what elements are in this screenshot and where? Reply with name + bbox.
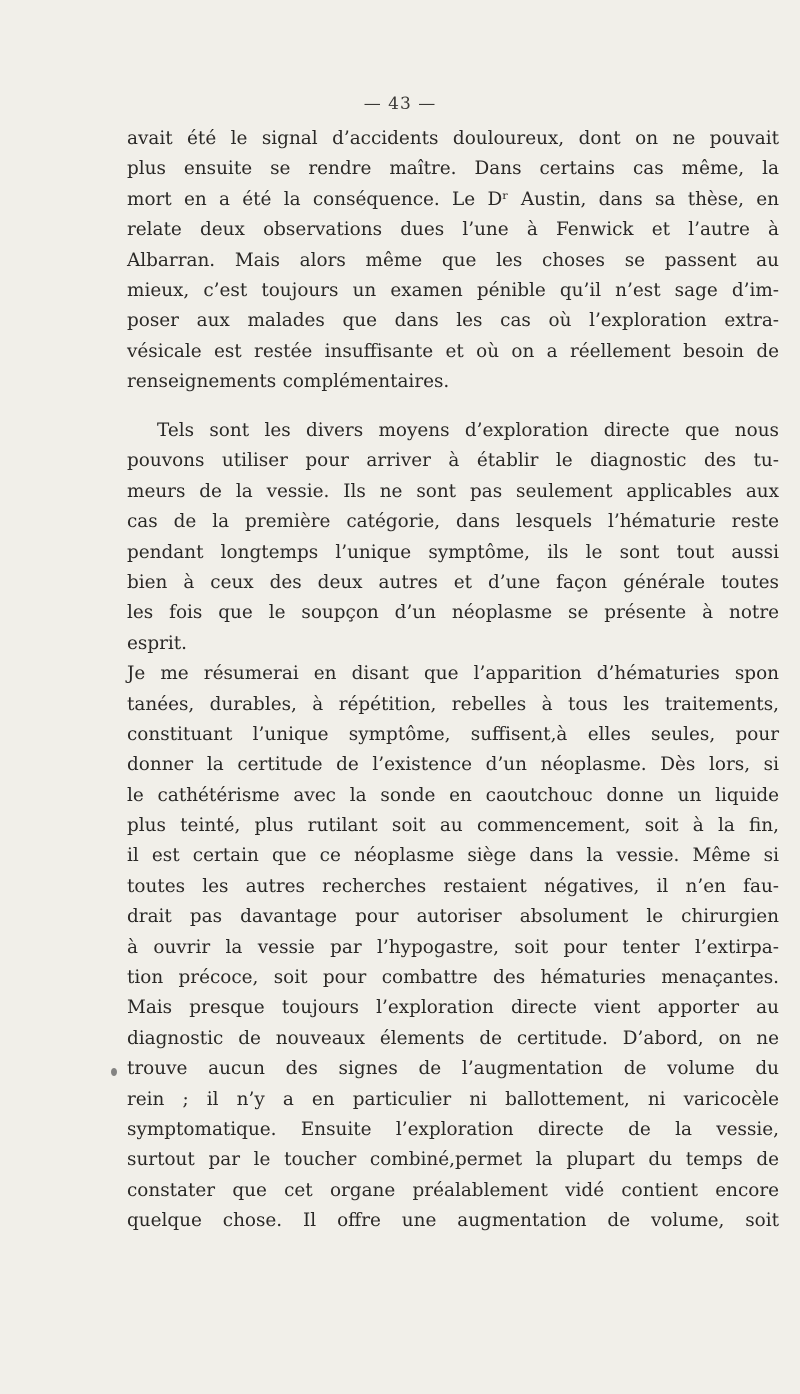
text-line: plus ensuite se rendre maître. Dans certains cas même, la xyxy=(127,158,779,180)
text-line: symptomatique. Ensuite l’exploration directe de la vessie, xyxy=(127,1118,779,1140)
text-line: constater que cet organe préalablement vidé contient encore xyxy=(127,1179,779,1201)
text-line: drait pas davantage pour autoriser absolument le chirurgien xyxy=(127,906,779,928)
text-line: Tels sont les divers moyens d’exploration directe que nous xyxy=(157,420,779,441)
text-line: donner la certitude de l’existence d’un néoplasme. Dès lors, si xyxy=(127,754,779,776)
text-line: poser aux malades que dans les cas où l’exploration extra- xyxy=(127,310,779,332)
text-line: quelque chose. Il offre une augmentation de volume, soit xyxy=(127,1210,779,1232)
text-line: rein ; il n’y a en particulier ni ballottement, ni varicocèle xyxy=(127,1088,779,1110)
text-line: pendant longtemps l’unique symptôme, ils le sont tout aussi xyxy=(127,541,779,563)
text-line: tanées, durables, à répétition, rebelles à tous les traitements, xyxy=(127,693,779,715)
text-line: Je me résumerai en disant que l’apparition d’hématuries spon xyxy=(127,663,779,685)
text-line: pouvons utiliser pour arriver à établir le diagnostic des tu- xyxy=(127,450,779,472)
text-line: bien à ceux des deux autres et d’une façon générale toutes xyxy=(127,571,779,593)
text-line: Mais presque toujours l’exploration directe vient apporter au xyxy=(127,997,779,1019)
text-line: trouve aucun des signes de l’augmentation de volume du xyxy=(127,1058,779,1080)
text-line: vésicale est restée insuffisante et où on a réellement besoin de xyxy=(127,340,779,362)
text-line: meurs de la vessie. Ils ne sont pas seulement applicables aux xyxy=(127,480,779,502)
text-line: avait été le signal d’accidents douloureux, dont on ne pouvait xyxy=(127,128,779,149)
text-line: tion précoce, soit pour combattre des hématuries menaçantes. xyxy=(127,967,779,989)
paragraph-2-3 xyxy=(127,416,779,1237)
text-line: mort en a été la conséquence. Le Dʳ Austin, dans sa thèse, en xyxy=(127,188,779,210)
text-line: diagnostic de nouveaux élements de certitude. D’abord, on ne xyxy=(127,1027,779,1049)
text-line: relate deux observations dues l’une à Fenwick et l’autre à xyxy=(127,219,779,241)
text-line: à ouvrir la vessie par l’hypogastre, soit pour tenter l’extirpa- xyxy=(127,936,779,958)
paragraph-1 xyxy=(127,124,779,398)
text-line: renseignements complémentaires. xyxy=(127,371,450,393)
text-line: mieux, c’est toujours un examen pénible qu’il n’est sage d’im- xyxy=(127,279,779,301)
text-line: cas de la première catégorie, dans lesquels l’hématurie reste xyxy=(127,511,779,533)
text-line: Albarran. Mais alors même que les choses se passent au xyxy=(127,249,779,271)
page-number: — 43 — xyxy=(363,94,437,114)
text-line: constituant l’unique symptôme, suffisent,à elles seules, pour xyxy=(127,723,779,745)
text-line: il est certain que ce néoplasme siège dans la vessie. Même si xyxy=(127,845,779,867)
text-line: surtout par le toucher combiné,permet la plupart du temps de xyxy=(127,1149,779,1171)
text-line: les fois que le soupçon d’un néoplasme se présente à notre xyxy=(127,602,779,624)
text-line: toutes les autres recherches restaient négatives, il n’en fau- xyxy=(127,875,779,897)
ink-speck xyxy=(111,1068,117,1076)
text-line: esprit. xyxy=(127,632,188,654)
text-line: plus teinté, plus rutilant soit au commencement, soit à la fin, xyxy=(127,815,779,837)
text-line: le cathétérisme avec la sonde en caoutchouc donne un liquide xyxy=(127,784,779,806)
